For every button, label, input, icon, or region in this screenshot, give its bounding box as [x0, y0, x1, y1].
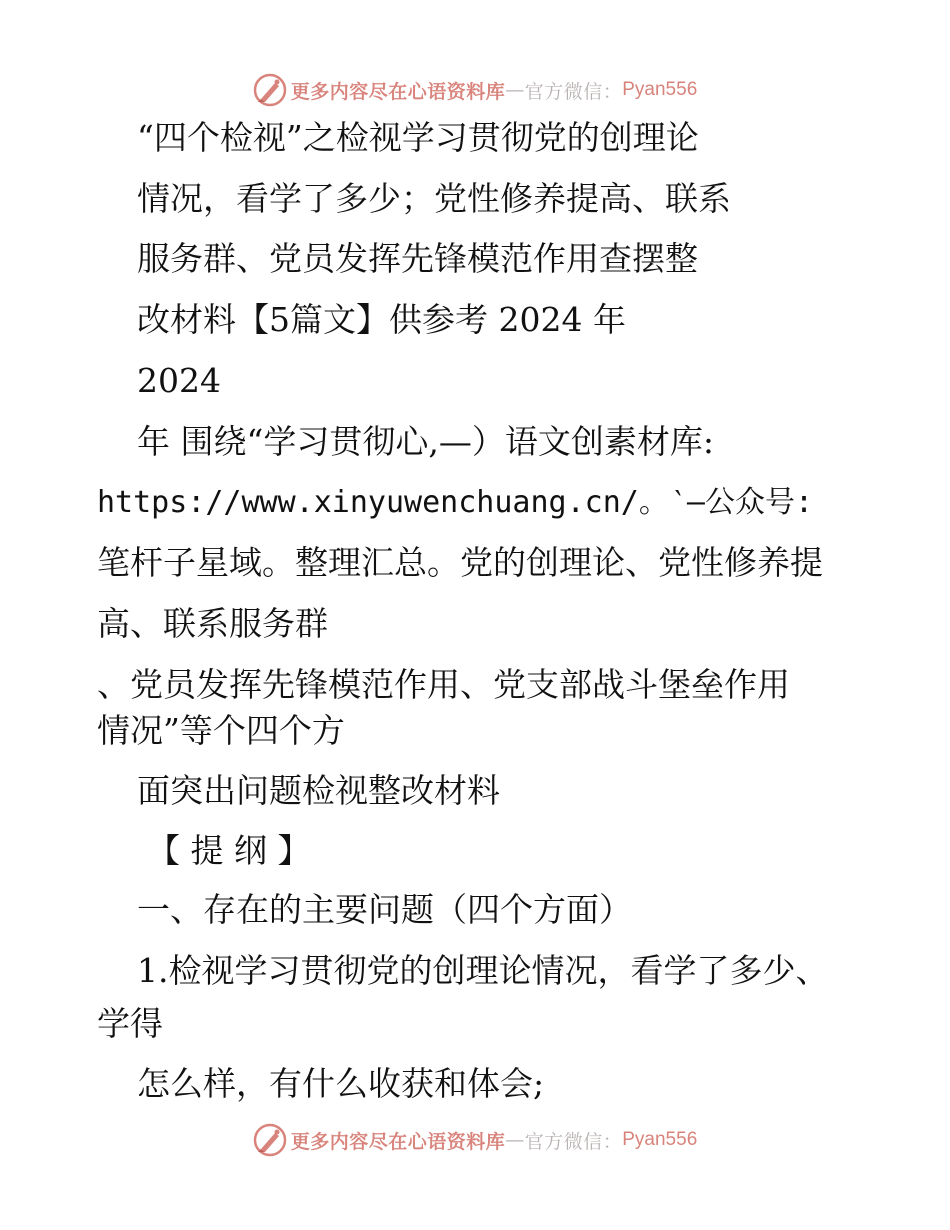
intro-line-5: 、党员发挥先锋模范作用、党支部战斗堡垒作用 [97, 665, 790, 704]
banner-dash: — [505, 1129, 525, 1151]
banner-wechat-id: Pyan556 [622, 79, 698, 100]
banner-official-label: 官方微信： [524, 80, 623, 103]
item-1-line-3: 怎么样，有什么收获和体会; [137, 1064, 545, 1103]
banner-text: 更多内容尽在心语资料库 [290, 1130, 506, 1153]
banner-dash: — [505, 79, 525, 101]
section-heading: 一、存在的主要问题（四个方面） [137, 890, 632, 929]
intro-line-4: 高、联系服务群 [97, 604, 328, 643]
title-line-2: 情况，看学了多少；党性修养提高、联系 [137, 179, 731, 218]
outline-heading: 【 提 纲 】 [147, 831, 311, 870]
title-line-4: 改材料【5篇文】供参考 2024 年 [137, 300, 626, 339]
intro-line-7: 面突出问题检视整改材料 [137, 771, 500, 810]
pen-logo-icon [253, 1123, 287, 1157]
title-line-3: 服务群、党员发挥先锋模范作用查摆整 [137, 239, 698, 278]
year-line: 2024 [137, 361, 221, 400]
intro-line-3: 笔杆子星域。整理汇总。党的创理论、党性修养提 [97, 543, 823, 582]
intro-line-1: 年 围绕“学习贯彻心,—）语文创素材库: [137, 422, 714, 461]
pen-logo-icon [253, 73, 287, 107]
footer-banner [0, 1120, 950, 1160]
title-line-1: “四个检视”之检视学习贯彻党的创理论 [137, 118, 699, 157]
banner-wechat-id: Pyan556 [622, 1129, 698, 1150]
banner-text: 更多内容尽在心语资料库 [290, 80, 506, 103]
header-banner [0, 70, 950, 110]
intro-line-6: 情况”等个四个方 [97, 711, 345, 750]
item-1-line-2: 学得 [97, 1004, 163, 1043]
item-1-line-1: 1.检视学习贯彻党的创理论情况，看学了多少、 [137, 951, 829, 990]
banner-official-label: 官方微信： [524, 1130, 623, 1153]
url-line: https://www.xinyuwenchuang.cn/。‵—公众号: [97, 485, 814, 520]
